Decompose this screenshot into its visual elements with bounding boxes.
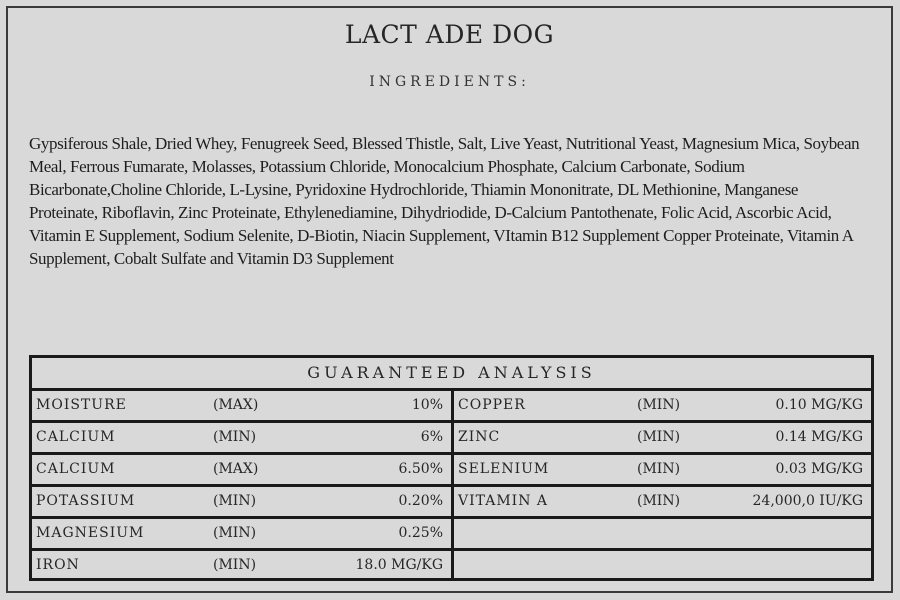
nutrient-value: 0.14 MG/KG: [775, 429, 863, 445]
label-frame: [6, 6, 893, 593]
analysis-right-column: [454, 391, 871, 578]
nutrient-name: MOISTURE: [36, 397, 127, 413]
table-row: [454, 487, 871, 519]
nutrient-qualifier: (MIN): [637, 429, 681, 445]
nutrient-qualifier: (MAX): [213, 461, 259, 477]
nutrient-qualifier: (MIN): [637, 461, 681, 477]
nutrient-qualifier: (MAX): [213, 397, 259, 413]
table-row: [454, 455, 871, 487]
nutrient-name: ZINC: [458, 429, 501, 445]
nutrient-value: 24,000,0 IU/KG: [752, 493, 863, 509]
nutrient-qualifier: (MIN): [213, 525, 257, 541]
nutrient-name: VITAMIN A: [458, 493, 548, 509]
table-row: [32, 487, 451, 519]
ingredients-heading: INGREDIENTS:: [369, 74, 530, 90]
nutrient-name: COPPER: [458, 397, 526, 413]
nutrient-qualifier: (MIN): [213, 429, 257, 445]
analysis-left-column: [32, 391, 451, 578]
nutrient-name: CALCIUM: [36, 461, 116, 477]
nutrient-value: 18.0 MG/KG: [355, 557, 443, 573]
nutrient-name: SELENIUM: [458, 461, 550, 477]
nutrient-name: IRON: [36, 557, 80, 573]
nutrient-value: 10%: [411, 397, 443, 413]
table-row: [32, 455, 451, 487]
nutrient-name: MAGNESIUM: [36, 525, 145, 541]
nutrient-qualifier: (MIN): [213, 493, 257, 509]
table-row: [454, 391, 871, 423]
table-row: [32, 391, 451, 423]
table-row-empty: [454, 551, 871, 580]
ingredients-list: Gypsiferous Shale, Dried Whey, Fenugreek Seed, Blessed Thistle, Salt, Live Yeast, Nutritional Yeast, Magnesium Mica, Soybean Meal, Ferrous Fumarate, Molasses, Potassium Chloride, Monocalcium Phosphate, Calcium Carbonate, Sodium Bicarbonate,Choline Chloride, L-Lysine, Pyridoxine Hydrochloride, Thiamin Mononitrate, DL Methionine, Manganese Proteinate, Riboflavin, Zinc Proteinate, Ethylenediamine, Dihydriodide, D-Calcium Pantothenate, Folic Acid, Ascorbic Acid, Vitamin E Supplement, Sodium Selenite, D-Biotin, Niacin Supplement, VItamin B12 Supplement Copper Proteinate, Vitamin A Supplement, Cobalt Sulfate and Vitamin D3 Supplement: [29, 134, 860, 268]
table-row: [32, 519, 451, 551]
table-row-empty: [454, 519, 871, 551]
nutrient-value: 6.50%: [398, 461, 443, 477]
nutrient-name: POTASSIUM: [36, 493, 136, 509]
nutrient-qualifier: (MIN): [637, 397, 681, 413]
product-title: LACT ADE DOG: [344, 20, 555, 49]
guaranteed-analysis-table: [29, 355, 874, 581]
table-row: [32, 551, 451, 580]
analysis-columns: [32, 391, 871, 578]
analysis-title: GUARANTEED ANALYSIS: [32, 358, 871, 391]
nutrient-value: 0.03 MG/KG: [775, 461, 863, 477]
nutrient-value: 0.20%: [398, 493, 443, 509]
table-row: [32, 423, 451, 455]
nutrient-name: CALCIUM: [36, 429, 116, 445]
nutrient-qualifier: (MIN): [213, 557, 257, 573]
nutrient-value: 0.25%: [398, 525, 443, 541]
nutrient-qualifier: (MIN): [637, 493, 681, 509]
nutrient-value: 0.10 MG/KG: [775, 397, 863, 413]
nutrient-value: 6%: [420, 429, 443, 445]
table-row: [454, 423, 871, 455]
